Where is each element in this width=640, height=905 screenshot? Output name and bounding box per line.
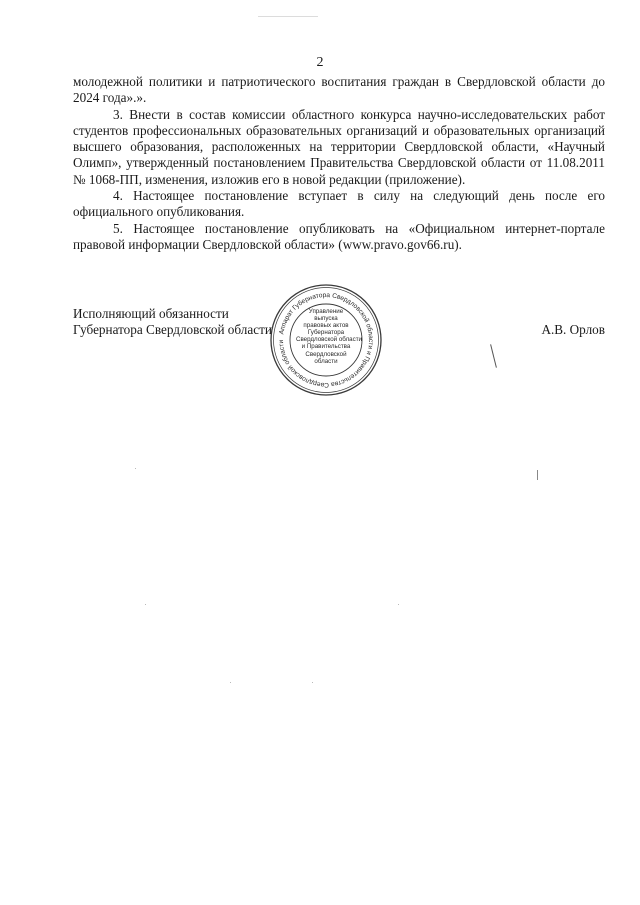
scan-speck (398, 604, 399, 605)
scan-speck (312, 682, 313, 683)
scan-speck (258, 16, 318, 17)
signatory-position-line-2: Губернатора Свердловской области (73, 322, 272, 338)
document-body (73, 74, 605, 253)
seal-center-text: Управление выпуска правовых актов Губернатора Свердловской области и Правительства Свердловской области (296, 308, 363, 365)
official-seal-stamp (268, 282, 384, 398)
paragraph-item-4: 4. Настоящее постановление вступает в силу на следующий день после его официального опубликования. (73, 188, 605, 220)
signatory-position (73, 306, 272, 339)
paragraph-continuation: молодежной политики и патриотического воспитания граждан в Свердловской области до 2024 года».». (73, 74, 605, 106)
scan-speck (537, 470, 538, 480)
scan-speck (230, 682, 231, 683)
scan-speck (135, 468, 136, 469)
signatory-position-line-1: Исполняющий обязанности (73, 306, 229, 321)
pen-mark (490, 344, 497, 368)
scan-speck (145, 604, 146, 605)
page-number: 2 (316, 55, 324, 70)
seal-ring-text: Аппарат Губернатора Свердловской области и Правительства Свердловской области (277, 291, 375, 389)
paragraph-item-3: 3. Внести в состав комиссии областного конкурса научно-исследовательских работ студентов профессиональных образовательных организаций и образовательных организаций высшего образования, расположенных на территории Свердловской области, «Научный Олимп», утвержденный постановлением Правительства Свердловской области от 11.08.2011 № 1068-ПП, изменения, изложив его в новой редакции (приложение). (73, 106, 605, 187)
signatory-name: А.В. Орлов (541, 322, 605, 337)
paragraph-item-5: 5. Настоящее постановление опубликовать на «Официальном интернет-портале правовой информации Свердловской области» (www.pravo.gov66.ru). (73, 220, 605, 252)
